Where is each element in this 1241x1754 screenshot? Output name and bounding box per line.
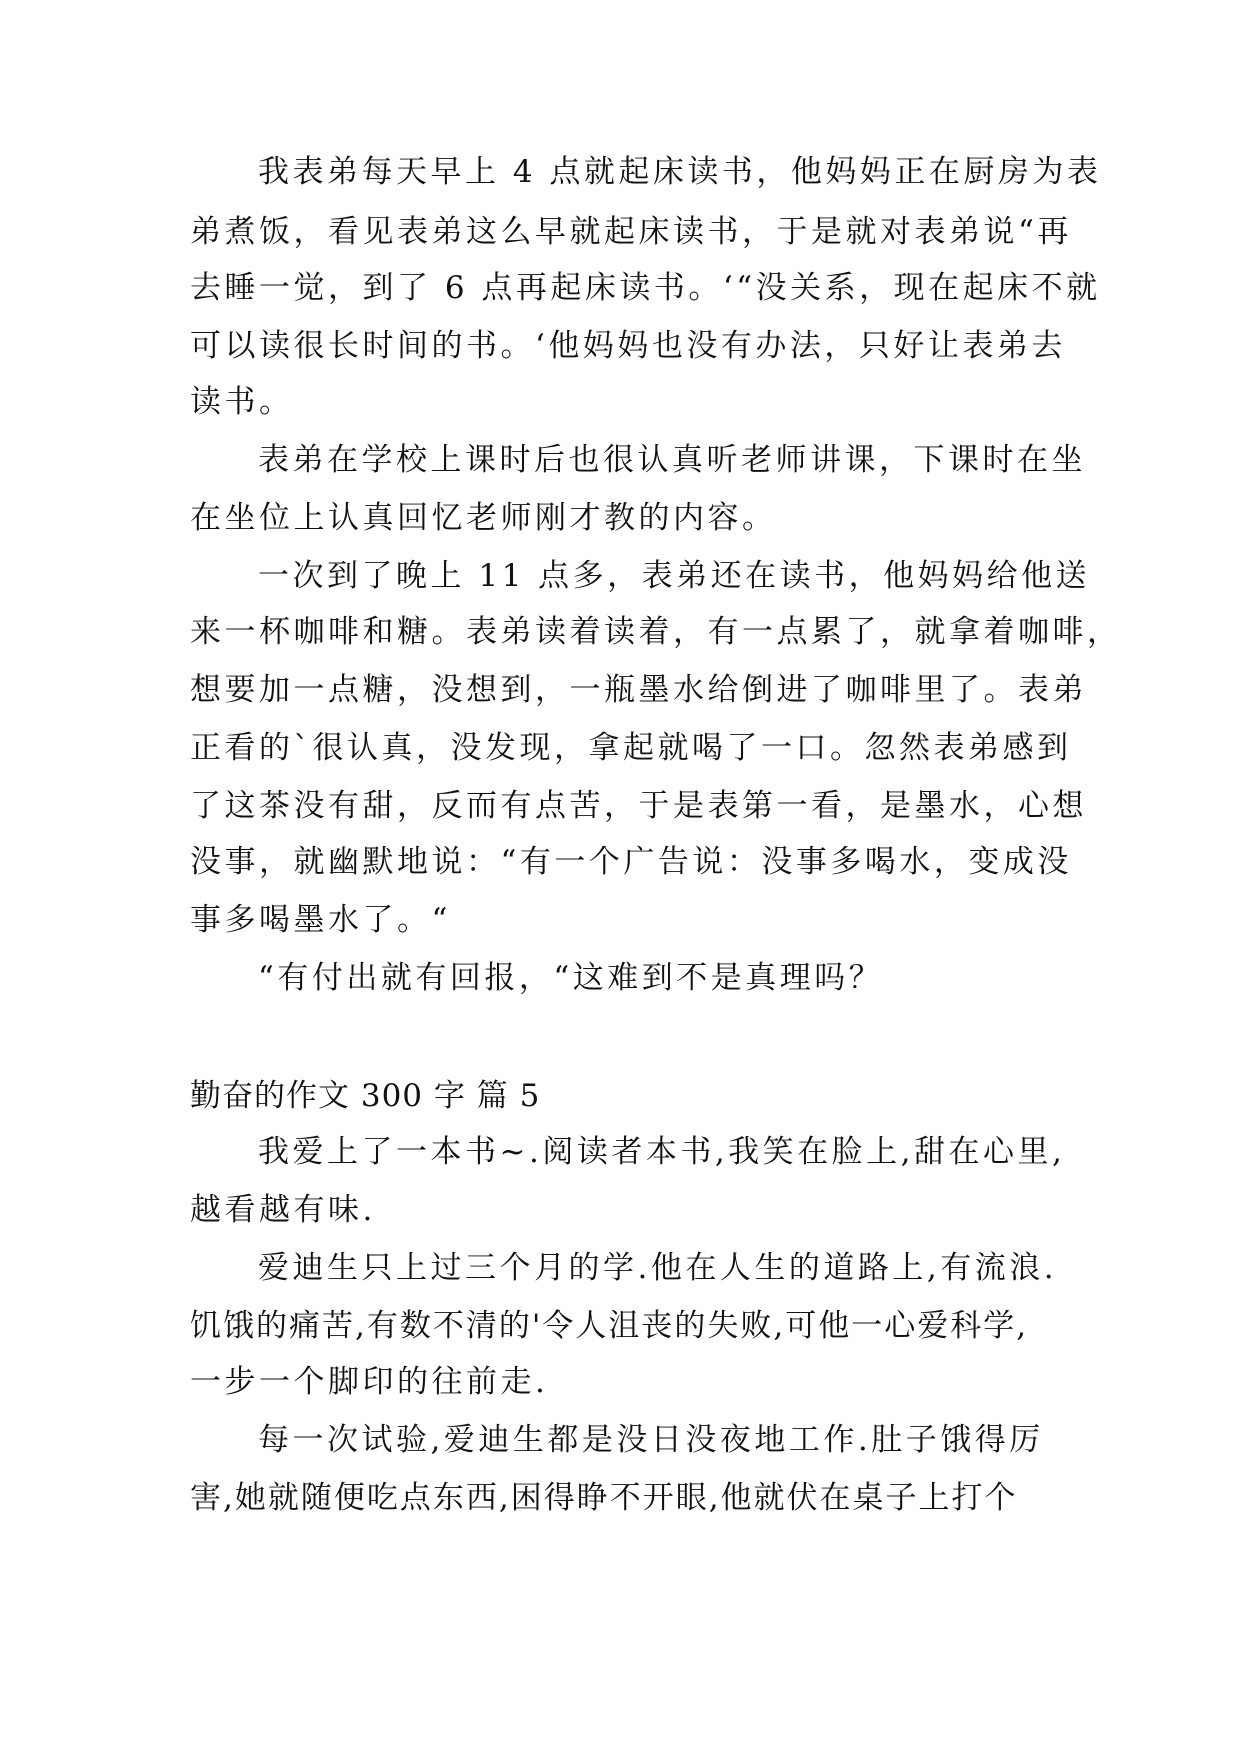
paragraph-line: 没事，就幽默地说：“有一个广告说：没事多喝水，变成没 (190, 844, 1072, 880)
paragraph-line: 饥饿的痛苦,有数不清的'令人沮丧的失败,可他一心爱科学, (190, 1308, 1029, 1344)
paragraph-line: 我表弟每天早上 4 点就起床读书，他妈妈正在厨房为表 (258, 154, 1102, 190)
paragraph-line: 一步一个脚印的往前走. (190, 1364, 549, 1400)
paragraph-line: 在坐位上认真回忆老师刚才教的内容。 (190, 500, 777, 536)
paragraph-line: 弟煮饭，看见表弟这么早就起床读书，于是就对表弟说“再 (190, 214, 1072, 250)
paragraph-line: 爱迪生只上过三个月的学.他在人生的道路上,有流浪. (258, 1250, 1058, 1286)
paragraph-line: 读书。 (190, 384, 294, 420)
paragraph-line: 事多喝墨水了。“ (190, 902, 451, 938)
paragraph-line: 每一次试验,爱迪生都是没日没夜地工作.肚子饿得厉 (258, 1422, 1044, 1458)
paragraph-line: 来一杯咖啡和糖。表弟读着读着，有一点累了，就拿着咖啡， (190, 614, 1122, 650)
paragraph-line: “有付出就有回报，“这难到不是真理吗？ (258, 960, 884, 996)
paragraph-line: 一次到了晚上 11 点多，表弟还在读书，他妈妈给他送 (258, 558, 1091, 594)
paragraph-line: 了这茶没有甜，反而有点苦，于是表第一看，是墨水，心想 (190, 788, 1087, 824)
paragraph-line: 我爱上了一本书~.阅读者本书,我笑在脸上,甜在心里, (258, 1134, 1066, 1170)
paragraph-line: 想要加一点糖，没想到，一瓶墨水给倒进了咖啡里了。表弟 (190, 672, 1087, 708)
paragraph-line: 正看的`很认真，没发现，拿起就喝了一口。忽然表弟感到 (190, 730, 1072, 766)
paragraph-line: 去睡一觉，到了 6 点再起床读书。‘“没关系，现在起床不就 (190, 270, 1101, 306)
section-heading: 勤奋的作文 300 字 篇 5 (190, 1078, 541, 1114)
paragraph-line: 越看越有味. (190, 1192, 376, 1228)
paragraph-line: 可以读很长时间的书。‘他妈妈也没有办法，只好让表弟去 (190, 328, 1066, 364)
paragraph-line: 表弟在学校上课时后也很认真听老师讲课，下课时在坐 (258, 442, 1086, 478)
paragraph-line: 害,她就随便吃点东西,困得睁不开眼,他就伏在桌子上打个 (190, 1480, 1018, 1516)
